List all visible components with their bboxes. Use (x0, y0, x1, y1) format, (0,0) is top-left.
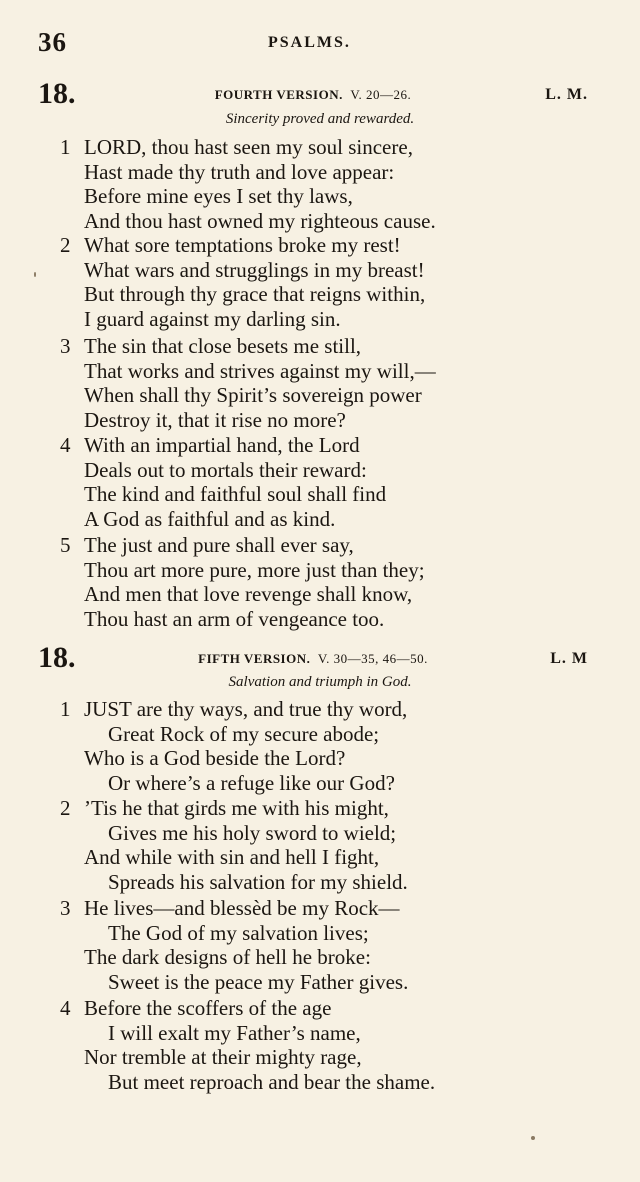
stanza-lines (84, 135, 436, 233)
paper-speck (34, 272, 36, 277)
running-title: PSALMS. (268, 34, 351, 51)
stanza-lines (84, 334, 436, 432)
version-title (38, 651, 588, 667)
stanza-number: 4 (60, 433, 71, 457)
meter: L. M (550, 650, 588, 667)
verse-line: Sweet is the peace my Father gives. (108, 969, 409, 994)
verse-line: What sore temptations broke my rest! (84, 233, 401, 257)
verse-line: Destroy it, that it rise no more? (84, 407, 346, 432)
hymn-header-fourth-version (38, 77, 588, 111)
verse-line: Deals out to mortals their reward: (84, 457, 367, 482)
verse-line: Nor tremble at their mighty rage, (84, 1045, 362, 1069)
verse-line: Spreads his salvation for my shield. (108, 869, 408, 894)
verse-line: Thou art more pure, more just than they; (84, 557, 425, 582)
verse-line: The kind and faithful soul shall find (84, 482, 387, 506)
verse-line: I will exalt my Father’s name, (108, 1020, 361, 1045)
verse-line: He lives—and blessèd be my Rock— (84, 896, 400, 920)
verse-line: The God of my salvation lives; (108, 920, 369, 945)
version-name: FOURTH VERSION. (214, 87, 343, 102)
meter: L. M. (545, 86, 588, 103)
version-name: FIFTH VERSION. (198, 651, 311, 666)
verse-line: And thou hast owned my righteous cause. (84, 208, 436, 233)
stanza-number: 1 (60, 697, 71, 721)
version-title (38, 87, 588, 103)
stanza-lines (84, 533, 425, 631)
verse-line: LORD, thou hast seen my soul sincere, (84, 135, 413, 159)
stanza-lines (84, 796, 408, 894)
verse-line: I guard against my darling sin. (84, 306, 341, 331)
page-number: 36 (38, 27, 67, 57)
verse-line: And while with sin and hell I fight, (84, 845, 380, 869)
verse-line: But meet reproach and bear the shame. (108, 1069, 436, 1094)
stanza-number: 5 (60, 533, 71, 557)
verse-line: The just and pure shall ever say, (84, 533, 354, 557)
verse-line: When shall thy Spirit’s sovereign power (84, 383, 422, 407)
verse-line: Great Rock of my secure abode; (108, 721, 380, 746)
verse-line: JUST are thy ways, and true thy word, (84, 697, 408, 721)
hymn-subtitle: Salvation and triumph in God. (228, 674, 412, 690)
verse-line: Hast made thy truth and love appear: (84, 159, 395, 184)
stanza-lines (84, 996, 435, 1094)
verse-range: V. 20—26. (350, 87, 412, 102)
verse-line: But through thy grace that reigns within, (84, 282, 426, 306)
verse-line: Gives me his holy sword to wield; (108, 820, 397, 845)
hymn-subtitle: Sincerity proved and rewarded. (225, 111, 415, 127)
psalm-number: 18. (38, 77, 76, 110)
verse-line: The dark designs of hell he broke: (84, 945, 371, 969)
verse-line: Before mine eyes I set thy laws, (84, 184, 353, 208)
verse-line: Before the scoffers of the age (84, 996, 332, 1020)
verse-line: The sin that close besets me still, (84, 334, 362, 358)
verse-line: And men that love revenge shall know, (84, 582, 413, 606)
running-head (38, 27, 580, 57)
paper-speck (531, 1136, 535, 1140)
stanza-lines (84, 233, 425, 331)
hymn-header-fifth-version (38, 641, 588, 675)
stanza-number: 1 (60, 135, 71, 159)
verse-line: Who is a God beside the Lord? (84, 746, 346, 770)
stanza-number: 4 (60, 996, 71, 1020)
verse-line: What wars and strugglings in my breast! (84, 257, 425, 282)
stanza-number: 2 (60, 233, 71, 257)
verse-line: That works and strives against my will,— (84, 358, 436, 383)
stanza-lines (84, 433, 386, 531)
stanza-number: 3 (60, 334, 71, 358)
stanza-lines (84, 697, 407, 795)
stanza-number: 3 (60, 896, 71, 920)
verse-line: A God as faithful and as kind. (84, 506, 336, 531)
verse-range: V. 30—35, 46—50. (317, 651, 428, 666)
psalm-number: 18. (38, 641, 76, 674)
verse-line: Thou hast an arm of vengeance too. (84, 606, 385, 631)
verse-line: With an impartial hand, the Lord (84, 433, 360, 457)
verse-line: ’Tis he that girds me with his might, (84, 796, 389, 820)
stanza-number: 2 (60, 796, 71, 820)
stanza-lines (84, 896, 408, 994)
verse-line: Or where’s a refuge like our God? (108, 770, 395, 795)
